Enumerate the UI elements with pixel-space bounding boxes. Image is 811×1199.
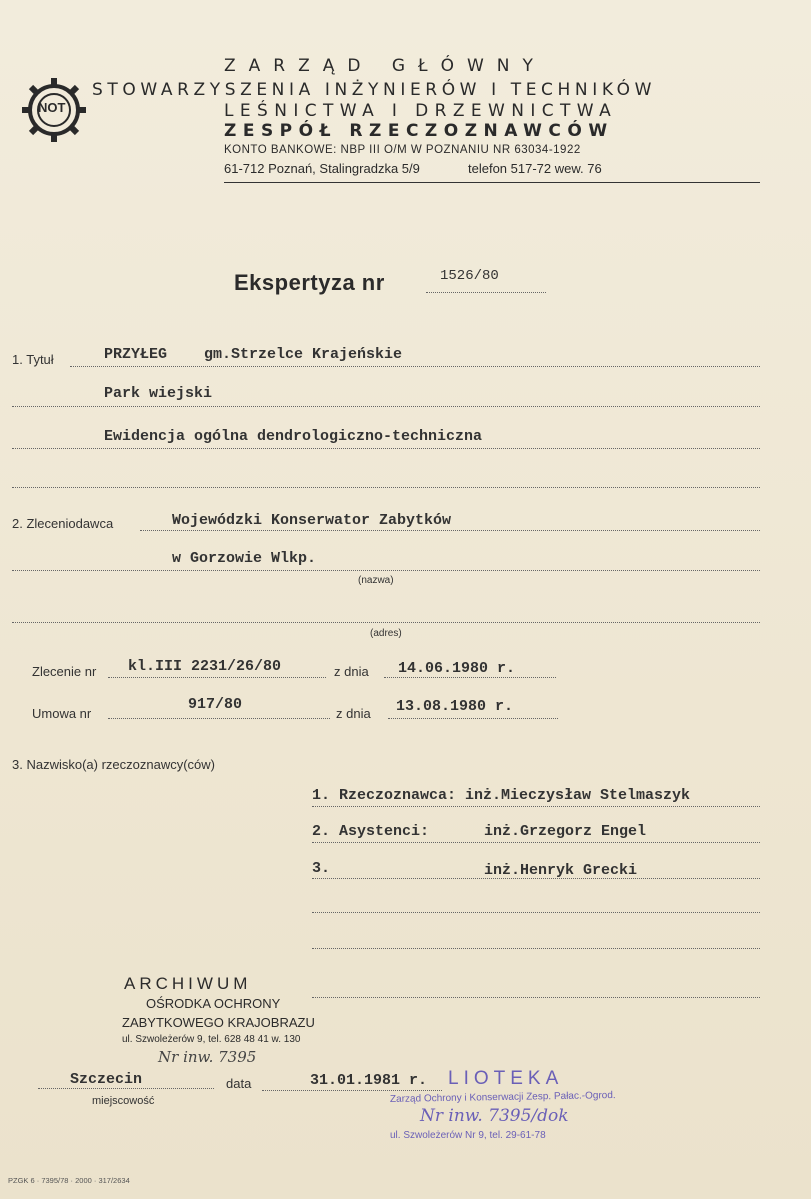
order-date-dotline bbox=[384, 677, 556, 678]
section2-dotline3 bbox=[12, 622, 760, 623]
header-address: 61-712 Poznań, Stalingradzka 5/9 bbox=[224, 161, 420, 176]
section3-dotline6 bbox=[312, 997, 760, 998]
library-stamp-handwritten: Nr inw. 7395/dok bbox=[420, 1106, 569, 1126]
section3-dotline2 bbox=[312, 842, 760, 843]
title-line2: Park wiejski bbox=[104, 385, 213, 402]
title-commune: gm.Strzelce Krajeńskie bbox=[204, 346, 403, 363]
date-label: data bbox=[226, 1076, 252, 1091]
title-place: PRZYŁEG bbox=[104, 346, 168, 363]
contract-date: 13.08.1980 r. bbox=[396, 698, 514, 715]
order-dotline bbox=[108, 677, 326, 678]
contract-date-label: z dnia bbox=[336, 706, 371, 721]
header-bank: KONTO BANKOWE: NBP III O/M W POZNANIU NR 63034-1922 bbox=[224, 144, 581, 156]
header-line3: LEŚNICTWA I DRZEWNICTWA bbox=[224, 101, 618, 121]
section1-dotline2 bbox=[12, 406, 760, 407]
section2-label: 2. Zleceniodawca bbox=[12, 516, 114, 531]
section1-label: 1. Tytuł bbox=[12, 352, 54, 367]
header-line2: STOWARZYSZENIA INŻYNIERÓW I TECHNIKÓW bbox=[92, 80, 657, 100]
section3-dotline1 bbox=[312, 806, 760, 807]
assistants-label: 2. Asystenci: bbox=[312, 823, 430, 840]
contract-label: Umowa nr bbox=[32, 706, 92, 721]
section3-dotline3 bbox=[312, 878, 760, 879]
document-title: Ekspertyza nr bbox=[234, 270, 385, 295]
archive-stamp-line2: OŚRODKA OCHRONY bbox=[146, 996, 281, 1011]
archive-stamp-line3: ZABYTKOWEGO KRAJOBRAZU bbox=[122, 1015, 315, 1030]
print-code: PZGK 6 · 7395/78 · 2000 · 317/2634 bbox=[8, 1176, 130, 1185]
assistant-1: inż.Grzegorz Engel bbox=[484, 823, 647, 840]
assistant-2: inż.Henryk Grecki bbox=[484, 862, 638, 879]
expert-line3-number: 3. bbox=[312, 860, 331, 877]
expertise-number: 1526/80 bbox=[440, 268, 499, 284]
order-label: Zlecenie nr bbox=[32, 664, 97, 679]
section3-label: 3. Nazwisko(a) rzeczoznawcy(ców) bbox=[12, 757, 215, 772]
library-stamp-title: LIOTEKA bbox=[448, 1068, 564, 1089]
contract-number: 917/80 bbox=[188, 696, 243, 713]
order-date-label: z dnia bbox=[334, 664, 369, 679]
title-line3: Ewidencja ogólna dendrologiczno-techniczna bbox=[104, 428, 483, 445]
library-stamp-line1: Zarząd Ochrony i Konserwacji Zesp. Pałac.-Ogrod. bbox=[389, 1090, 616, 1105]
section2-dotline1 bbox=[140, 530, 760, 531]
expert-line1: 1. Rzeczoznawca: inż.Mieczysław Stelmaszyk bbox=[312, 787, 691, 804]
contract-dotline bbox=[108, 718, 330, 719]
name-caption: (nazwa) bbox=[358, 575, 394, 586]
place-value: Szczecin bbox=[70, 1071, 143, 1088]
logo-text: NOT bbox=[38, 100, 66, 115]
section3-dotline5 bbox=[312, 948, 760, 949]
section1-dotline3 bbox=[12, 448, 760, 449]
header-line4: ZESPÓŁ RZECZOZNAWCÓW bbox=[224, 121, 614, 141]
place-caption: miejscowość bbox=[92, 1095, 155, 1107]
section3-dotline4 bbox=[312, 912, 760, 913]
order-number: kl.III 2231/26/80 bbox=[128, 658, 282, 675]
section2-dotline2 bbox=[12, 570, 760, 571]
archive-stamp-line4: ul. Szwoleżerów 9, tel. 628 48 41 w. 130 bbox=[122, 1034, 301, 1045]
section1-dotline4 bbox=[12, 487, 760, 488]
place-dotline bbox=[38, 1088, 214, 1089]
order-date: 14.06.1980 r. bbox=[398, 660, 516, 677]
library-stamp-line2: ul. Szwoleżerów Nr 9, tel. 29-61-78 bbox=[390, 1130, 546, 1141]
header-rule bbox=[224, 182, 760, 183]
section1-dotline1 bbox=[70, 366, 760, 367]
client-location: w Gorzowie Wlkp. bbox=[172, 550, 317, 567]
archive-inventory-handwritten: Nr inw. 7395 bbox=[158, 1048, 257, 1066]
header-line1: ZARZĄD GŁÓWNY bbox=[224, 56, 546, 76]
date-value: 31.01.1981 r. bbox=[310, 1072, 428, 1089]
client-name: Wojewódzki Konserwator Zabytków bbox=[172, 512, 452, 529]
title-dotline bbox=[426, 292, 546, 293]
header-phone: telefon 517-72 wew. 76 bbox=[468, 161, 602, 176]
date-dotline bbox=[262, 1090, 442, 1091]
archive-stamp-title: ARCHIWUM bbox=[124, 974, 252, 993]
contract-date-dotline bbox=[388, 718, 558, 719]
address-caption: (adres) bbox=[370, 628, 402, 639]
